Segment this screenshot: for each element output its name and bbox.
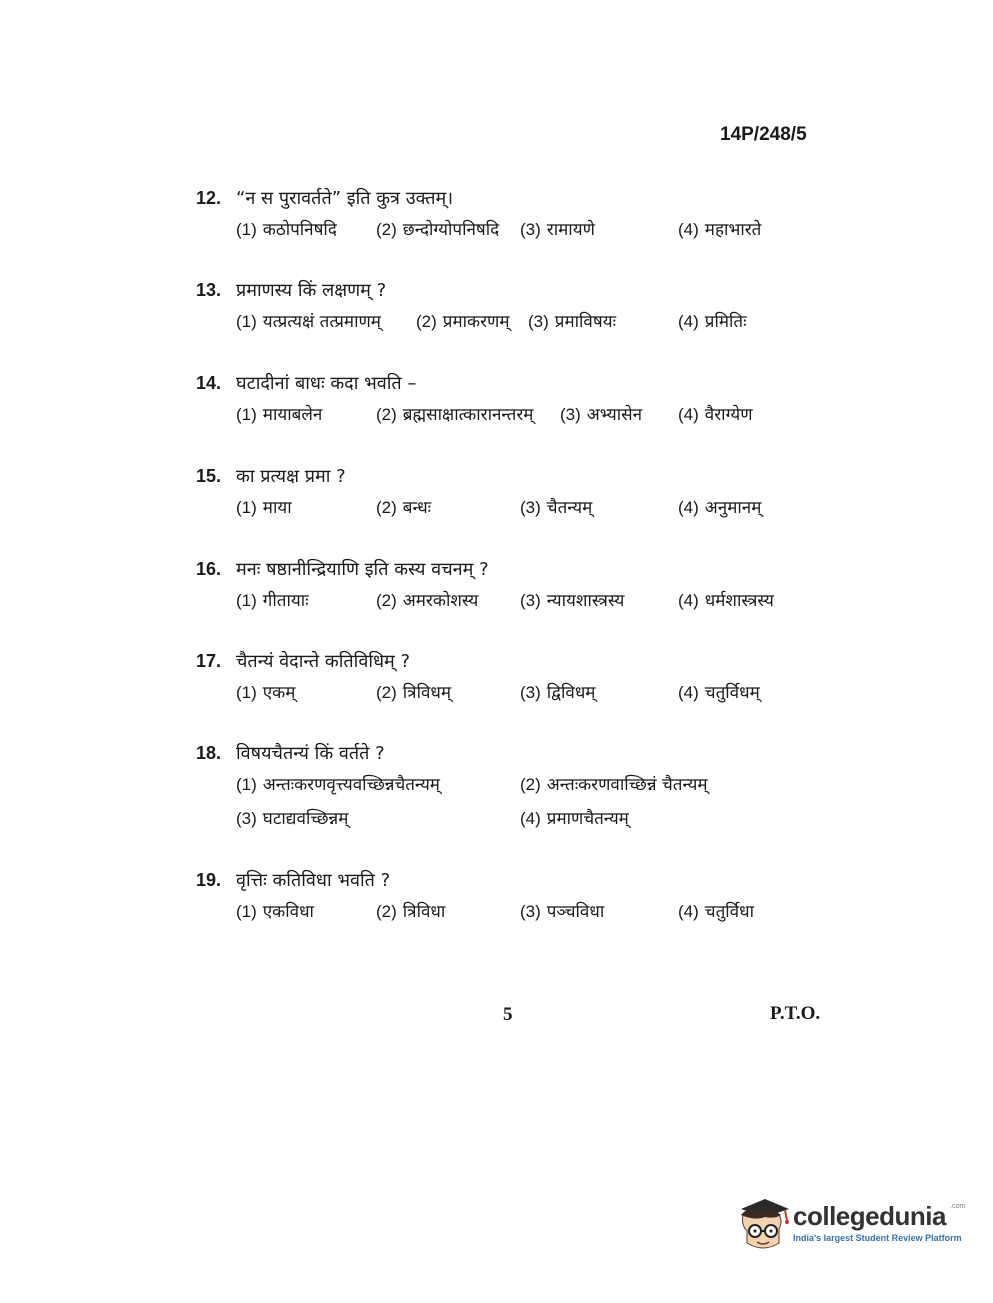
option-2: (2) त्रिविधा: [376, 902, 446, 922]
question-number: 12.: [196, 187, 222, 208]
option-1: (1) एकविधा: [236, 902, 314, 922]
question-number: 13.: [196, 279, 222, 300]
option-3: (3) चैतन्यम्: [520, 498, 593, 518]
option-3: (3) प्रमाविषयः: [528, 312, 616, 332]
option-4: (4) धर्मशास्त्रस्य: [678, 591, 774, 611]
option-3: (3) द्विविधम्: [520, 683, 596, 703]
brand-tagline: India's largest Student Review Platform: [793, 1233, 962, 1243]
option-4: (4) चतुर्विधा: [678, 902, 754, 922]
question-text: प्रमाणस्य किं लक्षणम् ?: [236, 280, 387, 301]
question-16: [196, 554, 836, 622]
question-number: 17.: [196, 650, 222, 671]
pto-label: P.T.O.: [770, 1003, 821, 1024]
question-number: 18.: [196, 742, 222, 763]
option-3: (3) अभ्यासेन: [560, 405, 643, 425]
option-1: (1) अन्तःकरणवृत्त्यवच्छिन्नचैतन्यम्: [236, 775, 440, 795]
question-14: [196, 368, 836, 436]
option-2: (2) बन्धः: [376, 498, 432, 518]
option-3: (3) घटाद्यवच्छिन्नम्: [236, 809, 349, 829]
option-4: (4) अनुमानम्: [678, 498, 762, 518]
question-12: [196, 183, 836, 251]
option-2: (2) त्रिविधम्: [376, 683, 452, 703]
option-2: (2) अमरकोशस्य: [376, 591, 479, 611]
question-text: विषयचैतन्यं किं वर्तते ?: [236, 743, 385, 764]
question-15: [196, 461, 836, 529]
question-number: 15.: [196, 465, 222, 486]
option-3: (3) पञ्चविधा: [520, 902, 605, 922]
option-4: (4) चतुर्विधम्: [678, 683, 760, 703]
brand-dotcom: .com: [950, 1203, 966, 1210]
page-number: 5: [503, 1004, 513, 1025]
collegedunia-watermark: [735, 1195, 965, 1255]
option-1: (1) माया: [236, 498, 292, 518]
question-number: 14.: [196, 372, 222, 393]
option-1: (1) एकम्: [236, 683, 296, 703]
question-number: 19.: [196, 869, 222, 890]
question-text: मनः षष्ठानीन्द्रियाणि इति कस्य वचनम् ?: [236, 559, 489, 580]
option-1: (1) यत्प्रत्यक्षं तत्प्रमाणम्: [236, 312, 381, 332]
option-4: (4) वैराग्येण: [678, 405, 753, 425]
question-text: “न स पुरावर्तते” इति कुत्र उक्तम्।: [236, 188, 454, 209]
question-text: का प्रत्यक्ष प्रमा ?: [236, 466, 346, 487]
question-number: 16.: [196, 558, 222, 579]
question-text: घटादीनां बाधः कदा भवति –: [236, 373, 417, 394]
student-mascot-icon: [735, 1195, 791, 1255]
question-19: [196, 865, 836, 933]
option-2: (2) अन्तःकरणवाच्छिन्नं चैतन्यम्: [520, 775, 708, 795]
question-text: चैतन्यं वेदान्ते कतिविधिम् ?: [236, 651, 411, 672]
paper-code: 14P/248/5: [720, 124, 807, 145]
question-text: वृत्तिः कतिविधा भवति ?: [236, 870, 391, 891]
option-1: (1) कठोपनिषदि: [236, 220, 337, 240]
option-3: (3) न्यायशास्त्रस्य: [520, 591, 625, 611]
question-18: [196, 738, 836, 840]
option-1: (1) मायाबलेन: [236, 405, 323, 425]
option-2: (2) ब्रह्मसाक्षात्कारानन्तरम्: [376, 405, 534, 425]
question-13: [196, 275, 836, 343]
option-1: (1) गीतायाः: [236, 591, 309, 611]
option-3: (3) रामायणे: [520, 220, 595, 240]
option-4: (4) महाभारते: [678, 220, 762, 240]
option-4: (4) प्रमितिः: [678, 312, 747, 332]
brand-name: collegedunia: [793, 1201, 946, 1231]
question-17: [196, 646, 836, 714]
option-2: (2) छन्दोग्योपनिषदि: [376, 220, 500, 240]
option-4: (4) प्रमाणचैतन्यम्: [520, 809, 629, 829]
option-2: (2) प्रमाकरणम्: [416, 312, 510, 332]
